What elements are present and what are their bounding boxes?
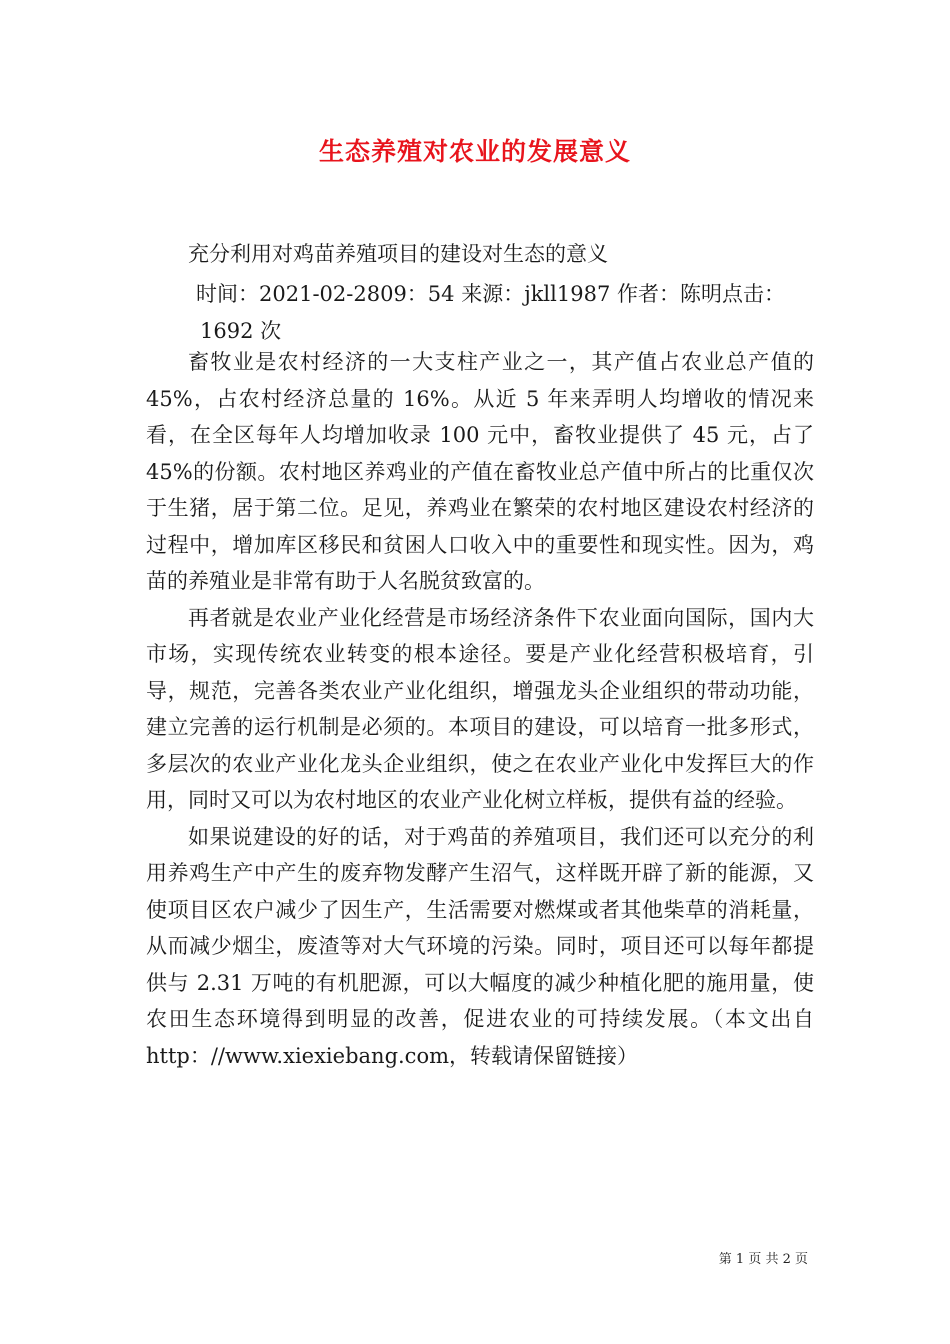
document-title: 生态养殖对农业的发展意义	[318, 137, 631, 166]
body-paragraph-1: 畜牧业是农村经济的一大支柱产业之一，其产值占农业总产值的 45%，占农村经济总量的 16%。从近 5 年来弄明人均增收的情况来看，在全区每年人均增加收录 100 元中，畜牧业提供了 45 元，占了45%的份额。农村地区养鸡业的产值在畜牧业总产值中所占的比重仅次于生猪，居于第二位。足见，养鸡业在繁荣的农村地区建设农村经济的过程中，增加库区移民和贫困人口收入中的重要性和现实性。因为，鸡苗的养殖业是非常有助于人名脱贫致富的。	[146, 350, 814, 593]
body-paragraph-2: 再者就是农业产业化经营是市场经济条件下农业面向国际，国内大市场，实现传统农业转变的根本途径。要是产业化经营积极培育，引导，规范，完善各类农业产业化组织，增强龙头企业组织的带动功能，建立完善的运行机制是必须的。本项目的建设，可以培育一批多形式，多层次的农业产业化龙头企业组织，使之在农业产业化中发挥巨大的作用，同时又可以为农村地区的农业产业化树立样板，提供有益的经验。	[146, 605, 814, 812]
document-subtitle: 充分利用对鸡苗养殖项目的建设对生态的意义	[188, 242, 608, 266]
meta-line-1: 时间：2021-02-2809：54 来源：jkll1987 作者：陈明点击：	[196, 282, 785, 306]
page-number: 第 1 页 共 2 页	[718, 1252, 808, 1267]
article-body	[146, 344, 814, 1074]
meta-line-2: 1692 次	[200, 318, 282, 343]
body-paragraph-3: 如果说建设的好的话，对于鸡苗的养殖项目，我们还可以充分的利用养鸡生产中产生的废弃物发酵产生沼气，这样既开辟了新的能源，又使项目区农户减少了因生产，生活需要对燃煤或者其他柴草的消耗量，从而减少烟尘，废渣等对大气环境的污染。同时，项目还可以每年都提供与 2.31 万吨的有机肥源，可以大幅度的减少种植化肥的施用量，使农田生态环境得到明显的改善，促进农业的可持续发展。（本文出自 http：//www.xiexiebang.com，转载请保留链接）	[146, 824, 814, 1068]
article-meta	[196, 276, 796, 349]
